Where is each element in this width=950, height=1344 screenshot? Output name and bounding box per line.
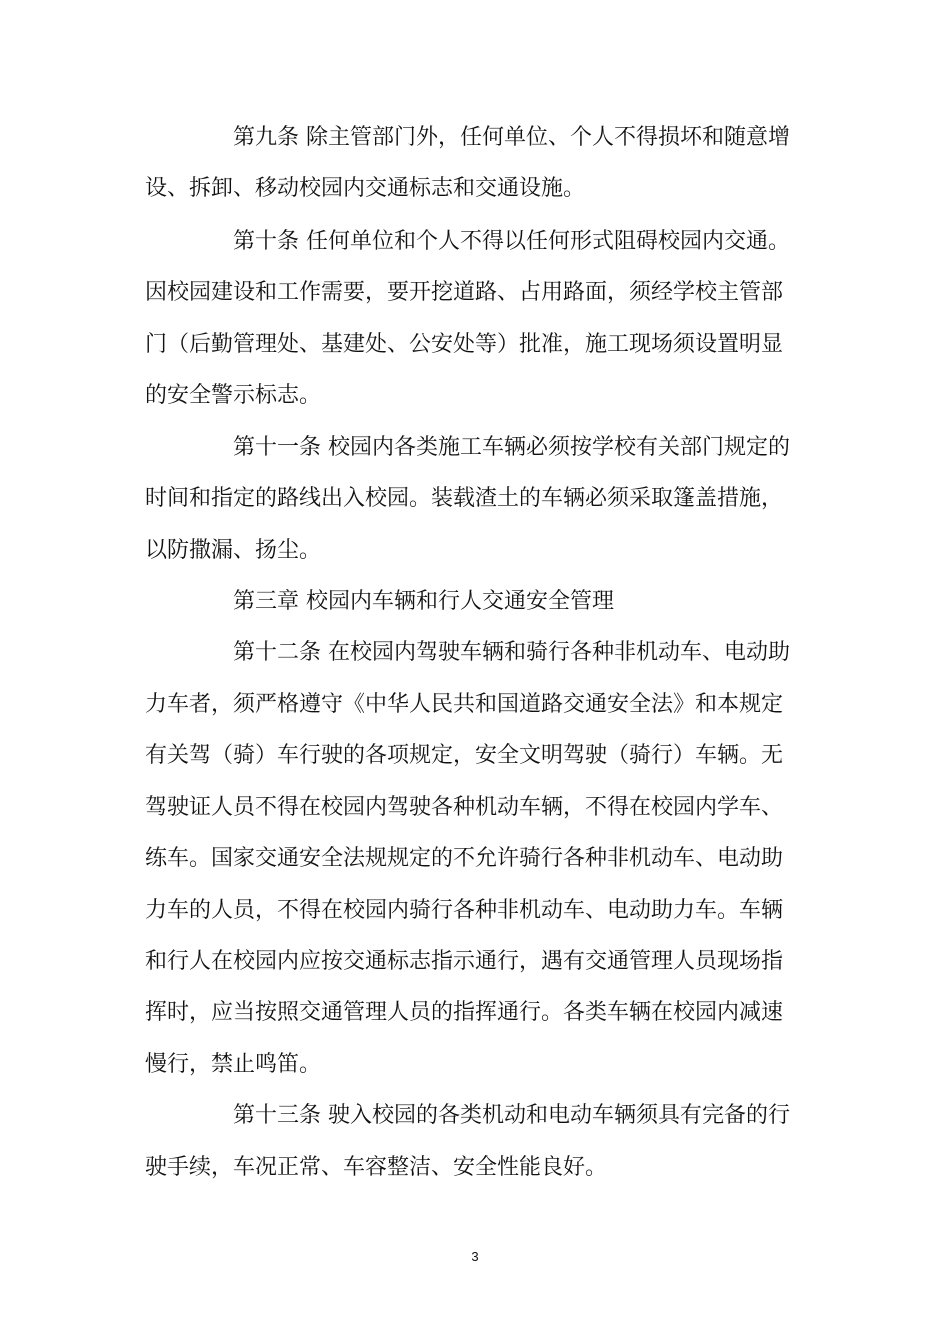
article-12-line-1: 第十二条 在校园内驾驶车辆和骑行各种非机动车、电动助 [233, 640, 790, 665]
article-10-line-3: 门（后勤管理处、基建处、公安处等）批准，施工现场须设置明显 [145, 332, 784, 357]
article-12-line-6: 力车的人员，不得在校园内骑行各种非机动车、电动助力车。车辆 [145, 898, 784, 923]
article-10-line-4: 的安全警示标志。 [145, 383, 322, 408]
article-12-line-7: 和行人在校园内应按交通标志指示通行，遇有交通管理人员现场指 [145, 949, 784, 974]
article-9-line-2: 设、拆卸、移动校园内交通标志和交通设施。 [145, 176, 586, 201]
chapter-3-heading: 第三章 校园内车辆和行人交通安全管理 [233, 589, 614, 614]
article-12-line-5: 练车。国家交通安全法规规定的不允许骑行各种非机动车、电动助 [145, 846, 784, 871]
article-12-line-8: 挥时，应当按照交通管理人员的指挥通行。各类车辆在校园内减速 [145, 1000, 784, 1025]
article-10-line-2: 因校园建设和工作需要，要开挖道路、占用路面，须经学校主管部 [145, 280, 784, 305]
article-12-line-4: 驾驶证人员不得在校园内驾驶各种机动车辆，不得在校园内学车、 [145, 795, 784, 820]
article-13-line-1: 第十三条 驶入校园的各类机动和电动车辆须具有完备的行 [233, 1103, 790, 1128]
article-12-line-9: 慢行，禁止鸣笛。 [145, 1052, 322, 1077]
article-11-line-3: 以防撒漏、扬尘。 [145, 538, 322, 563]
article-10-line-1: 第十条 任何单位和个人不得以任何形式阻碍校园内交通。 [233, 229, 790, 254]
page-number: 3 [471, 1249, 479, 1264]
article-12-line-3: 有关驾（骑）车行驶的各项规定，安全文明驾驶（骑行）车辆。无 [145, 743, 784, 768]
article-12-line-2: 力车者，须严格遵守《中华人民共和国道路交通安全法》和本规定 [145, 692, 784, 717]
article-9-line-1: 第九条 除主管部门外，任何单位、个人不得损坏和随意增 [233, 125, 790, 150]
article-11-line-1: 第十一条 校园内各类施工车辆必须按学校有关部门规定的 [233, 435, 790, 460]
article-13-line-2: 驶手续，车况正常、车容整洁、安全性能良好。 [145, 1155, 608, 1180]
article-11-line-2: 时间和指定的路线出入校园。装载渣土的车辆必须采取篷盖措施， [145, 486, 784, 511]
